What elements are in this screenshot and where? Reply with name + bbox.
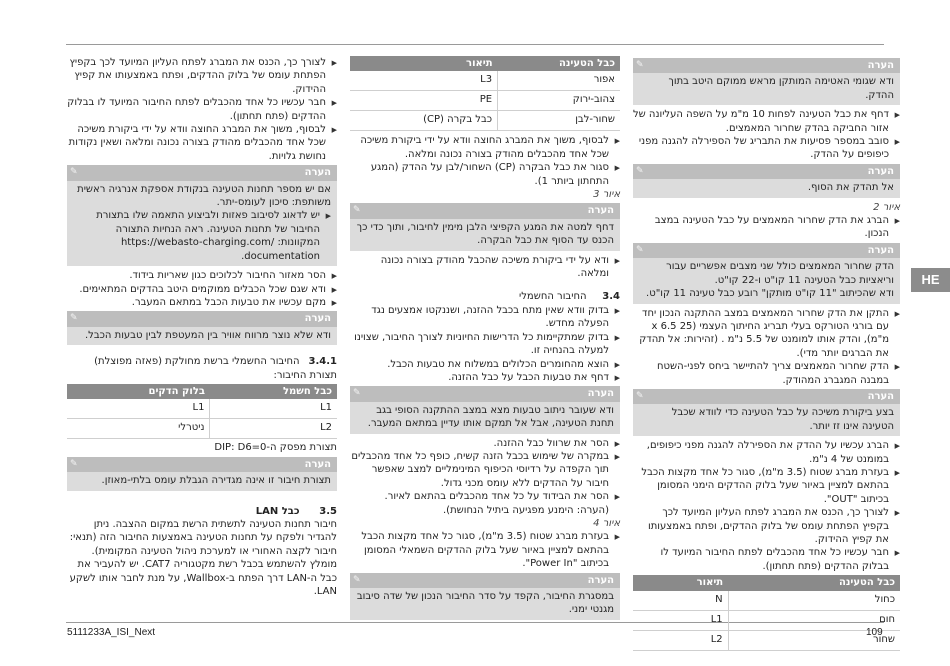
note-box <box>67 165 337 266</box>
note-icon: ✎ <box>70 167 78 178</box>
list-item: ▶ ודא על ידי ביקורת משיכה שהכבל מהודק בצורה נכונה ומלאה. <box>350 254 620 281</box>
note-text: תצורת חיבור זו אינה מגדירה הגבלת עומס בלתי-מאוזן. <box>101 475 331 487</box>
note-heading: הערה <box>350 386 620 401</box>
table-header: כבל הטעינה <box>728 575 900 590</box>
note-icon: ✎ <box>70 313 78 324</box>
note-icon: ✎ <box>636 60 644 70</box>
table-header: בלוק הדקים <box>67 384 210 399</box>
note-heading: הערה <box>350 203 620 218</box>
document-code: 5111233A_ISI_Next <box>67 627 156 638</box>
table-row <box>633 630 900 650</box>
figure-caption: איור 3 <box>593 189 620 201</box>
note-box <box>633 58 900 105</box>
list-item: ▶ הברג עכשיו על ההדק את הספירלה להגנה מפני כיפופים, במומנט של 4 נ"מ. <box>633 439 900 466</box>
note-text: במסגרת החיבור, הקפד על סדר החיבור הנכון של שדה סיבוב מגנטי ימני. <box>356 591 614 616</box>
note-box <box>633 243 900 304</box>
table-header: תיאור <box>633 575 728 590</box>
note-text: הדק שחרור המאמצים כולל שני מצבים אפשריים עבור וריאציות כבל הטעינה 11 קו"ט ו-22 קו"ט. <box>666 261 894 286</box>
note-text: ודא שהכיתוב "11 קו"ט מותקן" רובע כבל טעינה 11 קו"ט. <box>646 288 894 300</box>
table-header: כבל הטעינה <box>498 56 620 71</box>
section-heading <box>67 505 337 518</box>
top-rule <box>66 44 884 45</box>
list-item: ▶ מקם עכשיו את טבעות הכבל במתאם המעבר. <box>67 296 337 309</box>
language-tab: HE <box>911 268 950 292</box>
note-heading: הערה <box>633 164 900 179</box>
list-item: ▶ סגור את כבל הבקרה (CP) השחור/לבן על ההדק (המגע התחתון ביותר 1). <box>350 161 620 188</box>
note-heading: הערה <box>633 389 900 404</box>
list-item: ▶ חבר עכשיו כל אחד מהכבלים לפתח החיבור המיועד לו בבלוק ההדקים (פתח תחתון). <box>633 546 900 573</box>
table-cell: שחור-לבן <box>498 111 620 131</box>
list-item: ▶ במקרה של שימוש בכבל הזנה קשיח, כופף כל אחד מהכבלים תוך הקפדה על רדיוסי הכיפוף המינימליים למצב שאפשר חיבור על ההדקים ללא עומס מכני גדול. <box>350 450 620 490</box>
list-item: ▶ לצורך כך, הכנס את המברג לפתח העליון המיועד לכך בקפיץ הפתחת עומס של בלוק ההדקים, ופתח באמצעותו את קפיץ ההידוק. <box>67 56 337 96</box>
table-cell: חום <box>728 610 900 630</box>
table-cell: L1 <box>633 610 728 630</box>
note-text: ודא שגומי האטימה המותקן מראש ממוקם היטב בתוך ההדק. <box>668 76 894 101</box>
note-heading: הערה <box>67 457 337 472</box>
note-text: אל תהדק את הסוף. <box>807 182 894 194</box>
note-text: ודא שלא נוצר מרווח אוויר בין המעטפת לבין טבעות הכבל. <box>84 329 331 341</box>
table-cell: PE <box>350 91 498 111</box>
list-item: ▶ דחף את כבל הטעינה לפחות 10 מ"מ על השפה העליונה של אזור החביקה בהדק שחרור המאמצים. <box>633 108 900 135</box>
cable-table-right <box>633 575 900 650</box>
list-item: ▶ ודא שגם שכל הכבלים ממוקמים היטב בהדקים המתאימים. <box>67 283 337 296</box>
table-cell: L2 <box>210 419 337 439</box>
table-cell: ניטרלי <box>67 419 210 439</box>
list-item: ▶ לבסוף, משוך את המברג החוצה וודא על ידי ביקורת משיכה שכל אחד מהכבלים מהודק בצורה נכונה ומלאה. <box>350 134 620 161</box>
note-text: דחף למטה את המגע הקפיצי הלבן מימין לחיבור, ותוך כדי כך הכנס עד הסוף את כבל הבקרה. <box>356 221 614 247</box>
list-item: ▶ הסר מאזור החיבור לכלוכים כגון שאריות בידוד. <box>67 269 337 282</box>
note-box <box>633 164 900 198</box>
list-item: ▶ בדוק וודא שאין מתח בכבל ההזנה, ושננקטו אמצעים נגד הפעלה מחדש. <box>350 304 620 331</box>
list-item: ▶ בדוק שמתקיימות כל הדרישות החיוניות לצורך החיבור, שצוינו למעלה בהנחיה זו. <box>350 331 620 358</box>
note-box <box>633 389 900 436</box>
section-number: 3.5 <box>319 505 337 517</box>
table-row <box>633 610 900 630</box>
lan-paragraph: חיבור תחנות הטעינה לתשתית הרשת במקום ההצבה. ניתן להגדיר ולפקח על תחנות הטעינה באמצעות החיבור הזה (תנאי: חיבור לקצה האחורי או למערכת ניהול הטעינה המקומית). מומלץ להשתמש בכבל רשת מקטגוריה CAT7. יש להעביר את כבל ה-LAN דרך הפתח ב-Wallbox, על מנת לחבר אותו לשקע LAN. <box>69 518 337 597</box>
note-box <box>67 311 337 345</box>
list-item: ▶ בעזרת מברג שטוח (3.5 מ"מ), סגור כל אחד מקצות הכבל בהתאם למציין באיור שעל בלוק ההדקים הימני המסומן בכיתוב "OUT". <box>633 466 900 506</box>
section-heading <box>67 355 337 368</box>
table-header: תיאור <box>350 56 498 71</box>
note-icon: ✎ <box>70 458 78 469</box>
list-item: ▶ הסר את הבידוד על כל אחד מהכבלים בהתאם לאיור. (הערה: הימנע מפגיעה ביתיל הנחושת). <box>350 490 620 517</box>
table-cell: צהוב-ירוק <box>498 91 620 111</box>
split-phase-table <box>67 384 337 439</box>
note-icon: ✎ <box>636 165 644 176</box>
list-item: ▶ הדק שחרור המאמצים צריך להתיישר ביחס לפני-השטח במבנה המגברג המהודק. <box>633 360 900 387</box>
section-number: 3.4 <box>602 291 620 303</box>
list-item: ▶ הברג את הדק שחרור המאמצים על כבל הטעינה במצב הנכון. <box>633 214 900 241</box>
note-icon: ✎ <box>636 390 644 401</box>
table-row <box>633 591 900 611</box>
note-icon: ✎ <box>353 388 361 399</box>
note-heading: הערה <box>350 573 620 588</box>
column-right <box>633 56 900 651</box>
table-cell: אפור <box>498 71 620 91</box>
list-item: ▶ הסר את שרוול כבל ההזנה. <box>350 437 620 450</box>
config-label: תצורת החיבור: <box>273 369 337 381</box>
list-item: ▶ חבר עכשיו כל אחד מהכבלים לפתח החיבור המיועד לו בבלוק ההדקים (פתח תחתון). <box>67 96 337 123</box>
note-text: ודא שעובר ניתוב טבעות מצא במצב ההתקנה הסופי בגב תחנת הטעינה, אבל אל תמקם אותו עדיין במתאם המעבר. <box>367 404 614 430</box>
page-number: 109 <box>866 627 883 638</box>
table-cell: L2 <box>633 630 728 650</box>
table-row <box>67 419 337 439</box>
section-title: החיבור החשמלי <box>519 291 587 303</box>
note-text: אם יש מספר תחנות הטעינה בנקודת אספקת אנרגיה ראשית משותפת: סיכון לעומס-יתר. <box>77 183 331 209</box>
note-box <box>350 573 620 620</box>
note-heading: הערה <box>633 58 900 73</box>
cable-table-middle <box>350 56 620 131</box>
note-heading: הערה <box>67 311 337 326</box>
dip-switch-text: תצורת מפסק ה-DIP: D6=0 <box>214 442 337 454</box>
column-left <box>67 56 337 598</box>
table-cell: כבל בקרה (CP) <box>350 111 498 131</box>
note-icon: ✎ <box>353 574 361 585</box>
list-item: ▶ בעזרת מברג שטוח (3.5 מ"מ), סגור כל אחד מקצות הכבל בהתאם למציין באיור שעל בלוק ההדקים השמאלי המסומן בכיתוב "Power In". <box>350 530 620 570</box>
list-item: ▶ דחף את טבעות הכבל על כבל ההזנה. <box>350 371 620 384</box>
table-header: כבל חשמל <box>210 384 337 399</box>
note-heading: הערה <box>67 165 337 180</box>
figure-caption: איור 4 <box>593 517 620 529</box>
table-row <box>350 91 620 111</box>
figure-caption: איור 2 <box>873 201 900 213</box>
section-title: החיבור החשמלי ברשת מחולקת (פאזה מפוצלת) <box>94 356 300 368</box>
table-cell: L1 <box>67 399 210 419</box>
note-icon: ✎ <box>353 205 361 216</box>
note-text: ▶ יש לדאוג לסיבוב פאזות ולביצוע התאמה שלו בתצורת החיבור של תחנות הטעינה. ראה הנחיות התצורה המקוונות: https://webasto-charging.com/ documentation. <box>73 209 331 263</box>
note-box <box>350 203 620 250</box>
column-middle <box>350 56 620 623</box>
list-item: ▶ לצורך כך, הכנס את המברג לפתח העליון המיועד לכך בקפיץ הפתחת עומס של בלוק ההדקים, ופתח באמצעותו את קפיץ ההידוק. <box>633 506 900 546</box>
table-row <box>350 71 620 91</box>
table-cell: L1 <box>210 399 337 419</box>
section-heading <box>350 290 620 303</box>
section-title: כבל LAN <box>255 505 300 517</box>
note-heading: הערה <box>633 243 900 258</box>
note-box <box>67 457 337 491</box>
list-item: ▶ לבסוף, משוך את המברג החוצה וודא על ידי ביקורת משיכה שכל אחד מהכבלים מהודק בצורה נכונה ומלאה ושאין נקודות נחושת גלויות. <box>67 123 337 163</box>
table-cell: L3 <box>350 71 498 91</box>
table-row <box>350 111 620 131</box>
list-item: ▶ הוצא מהחומרים הכלולים במשלוח את טבעות הכבל. <box>350 358 620 371</box>
note-box <box>350 386 620 433</box>
table-row <box>67 399 337 419</box>
list-item: ▶ סובב במספר פסיעות את התבריג של הספירלה להגנה מפני כיפופים על ההדק. <box>633 135 900 162</box>
table-cell: N <box>633 591 728 611</box>
table-cell: שחור <box>728 630 900 650</box>
note-icon: ✎ <box>636 244 644 255</box>
note-text: בצע ביקורת משיכה על כבל הטעינה כדי לוודא שכבל הטעינה אינו זז יותר. <box>671 407 894 432</box>
table-cell: כחול <box>728 591 900 611</box>
list-item: ▶ התקן את הדק שחרור המאמצים במצב ההתקנה הנכון יחד עם בורגי הטורקס בעלי תבריג החיתוך העצמי (25 x 6.5 מ"מ), והדק אותו למומנט של 5.5 נ"מ . (זהירות: אל תהדק את הברגים יותר מדי). <box>633 307 900 361</box>
section-number: 3.4.1 <box>308 356 337 368</box>
